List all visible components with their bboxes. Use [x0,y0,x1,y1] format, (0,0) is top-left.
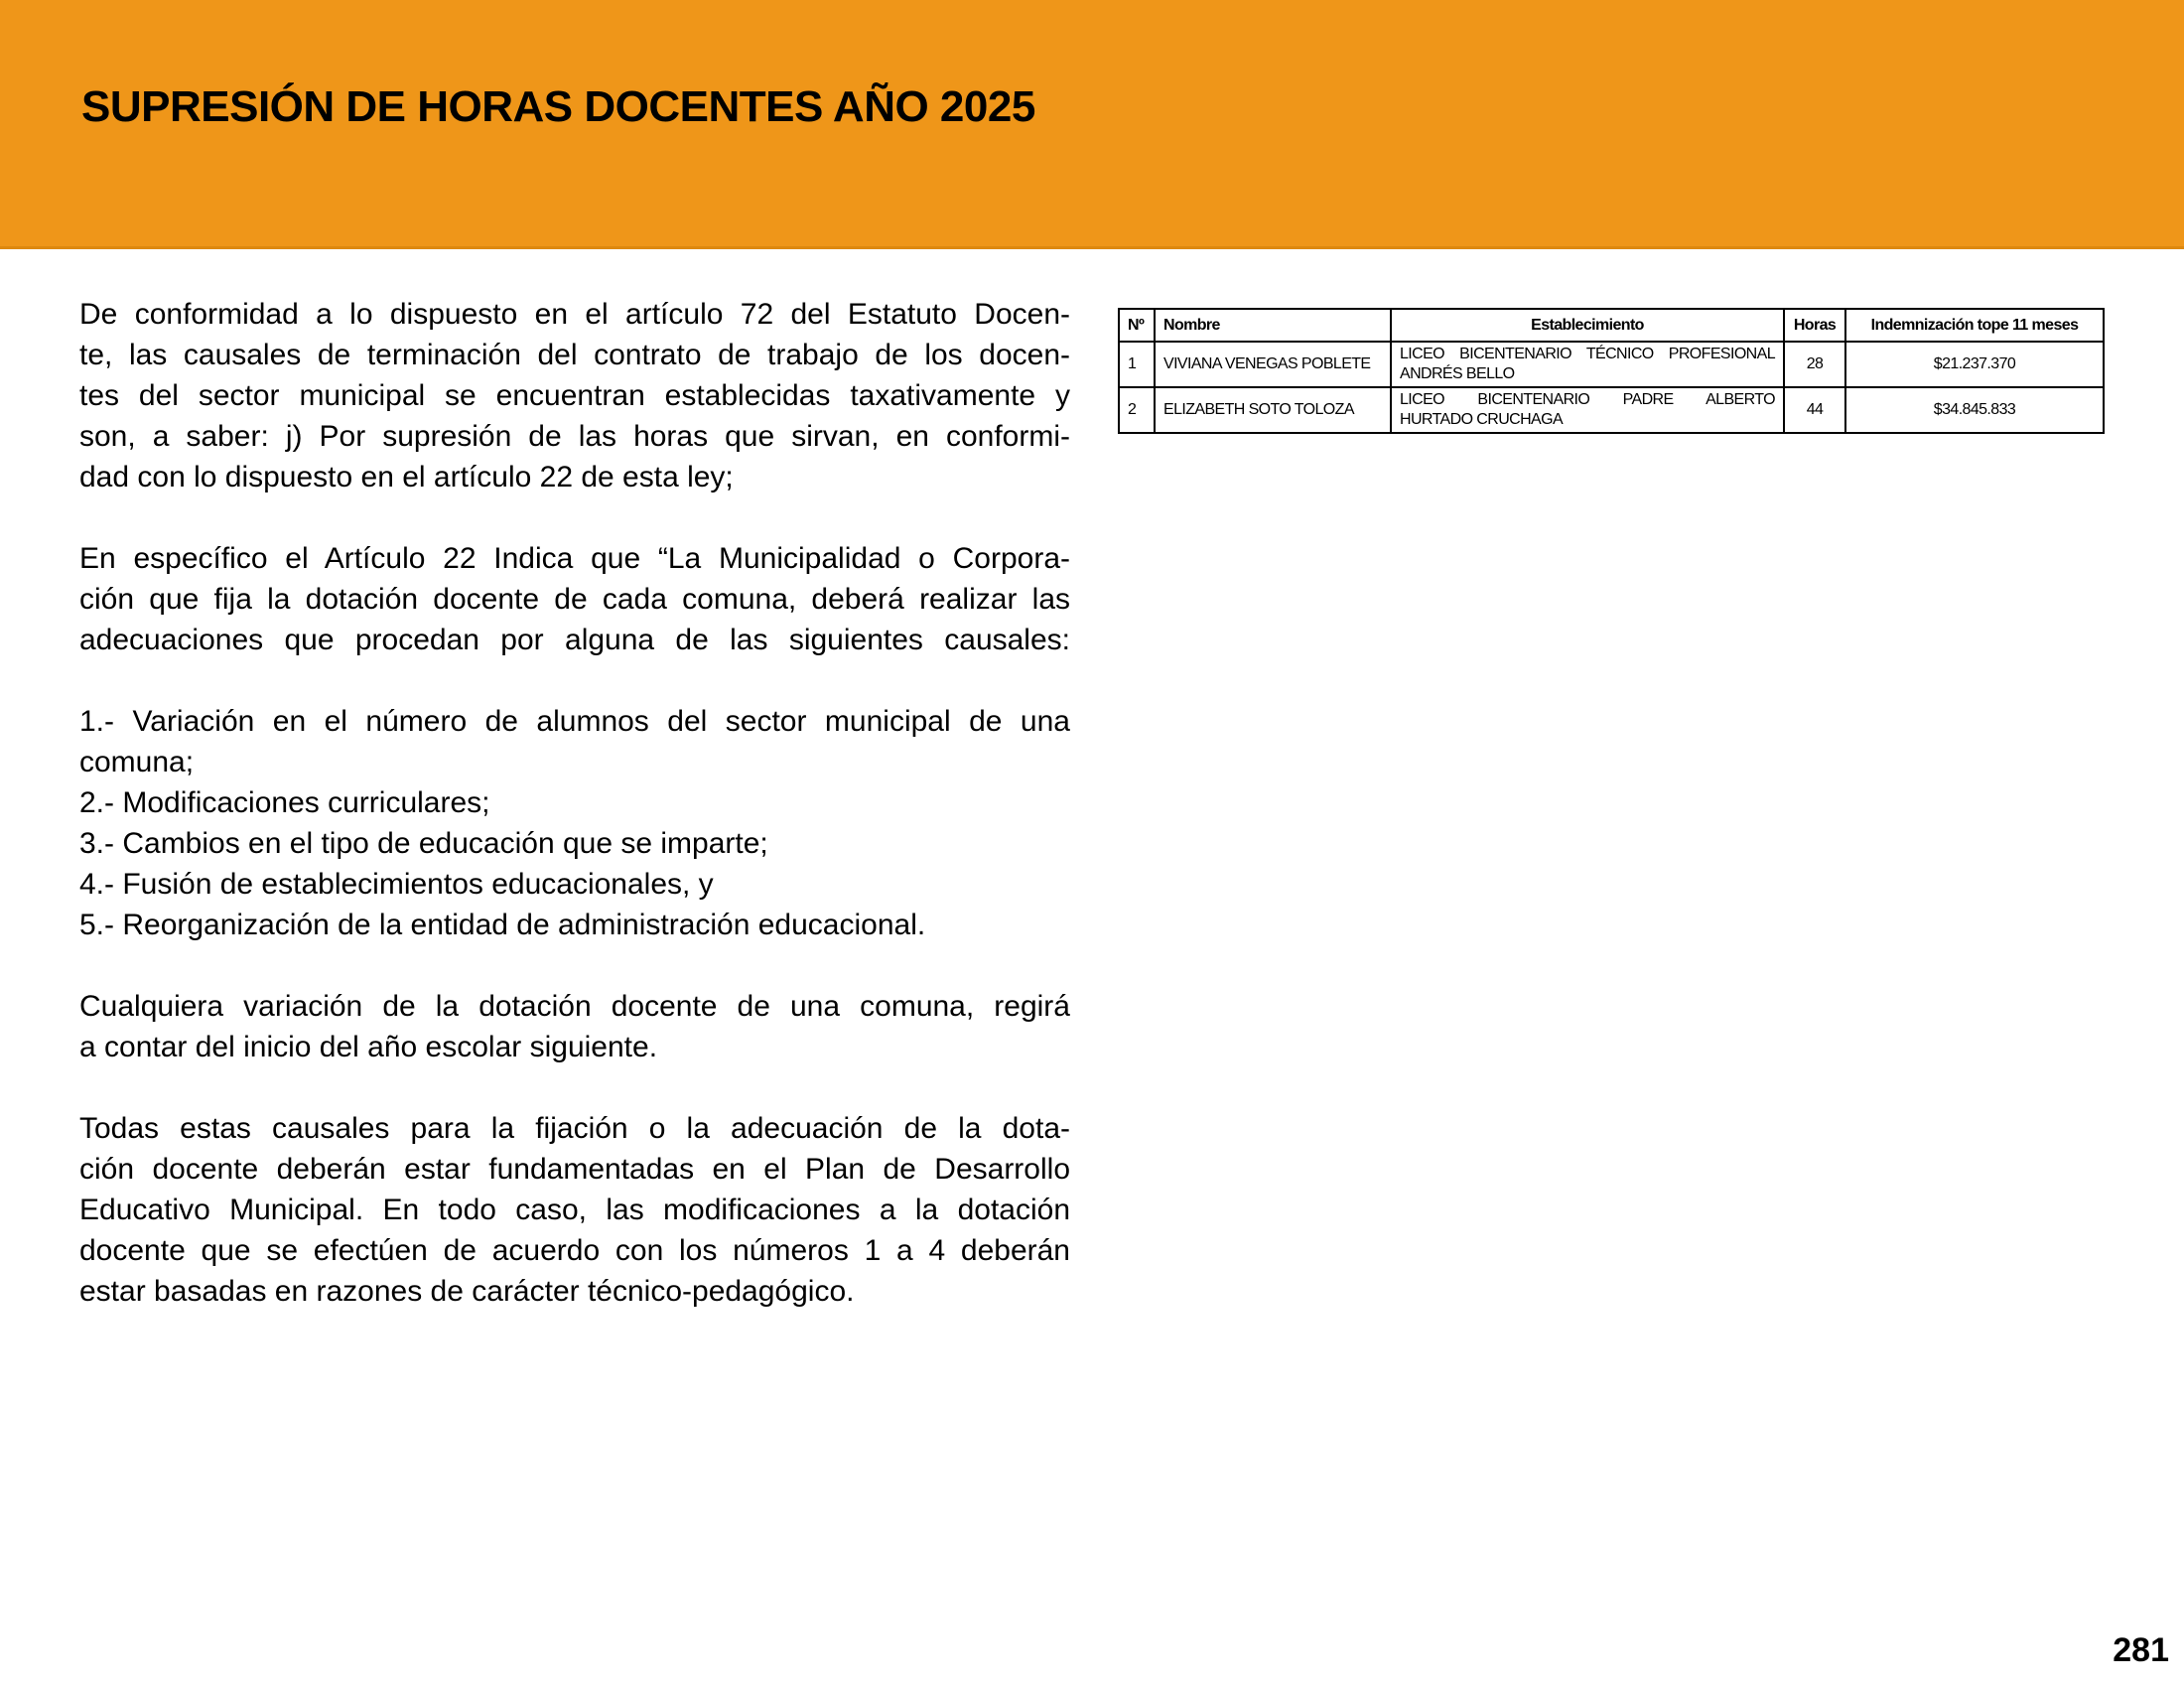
text-line: 1.- Variación en el número de alumnos del sector municipal de una [79,705,1070,738]
text-line: ción docente deberán estar fundamentadas en el Plan de Desarrollo [79,1153,1070,1186]
page-title: SUPRESIÓN DE HORAS DOCENTES AÑO 2025 [81,82,1035,131]
table-header-row [1119,309,2104,342]
suppression-table-container [1118,308,2105,434]
text-line: Educativo Municipal. En todo caso, las modificaciones a la dotación [79,1194,1070,1226]
establecimiento-line: LICEO BICENTENARIO TÉCNICO PROFESIONAL [1400,346,1775,362]
text-line: a contar del inicio del año escolar siguiente. [79,1031,658,1063]
text-block [79,294,1070,497]
cell-indemnizacion: $34.845.833 [1845,387,2104,433]
column-header-nombre: Nombre [1155,309,1391,342]
text-line: 3.- Cambios en el tipo de educación que se imparte; [79,827,768,860]
page-number: 281 [2113,1631,2169,1669]
cell-horas: 28 [1784,342,1845,387]
text-block [79,538,1070,660]
text-line: estar basadas en razones de carácter técnico-pedagógico. [79,1275,855,1308]
column-header-indemnizacion: Indemnización tope 11 meses [1845,309,2104,342]
cell-numero: 1 [1119,342,1155,387]
column-header-horas: Horas [1784,309,1845,342]
text-block [79,986,1070,1067]
text-line: 2.- Modificaciones curriculares; [79,786,490,819]
cell-indemnizacion: $21.237.370 [1845,342,2104,387]
text-line: dad con lo dispuesto en el artículo 22 de esta ley; [79,461,734,493]
cell-nombre: VIVIANA VENEGAS POBLETE [1155,342,1391,387]
text-line: Cualquiera variación de la dotación docente de una comuna, regirá [79,990,1070,1023]
text-line: te, las causales de terminación del contrato de trabajo de los docen- [79,339,1070,371]
text-line: son, a saber: j) Por supresión de las horas que sirvan, en conformi- [79,420,1070,453]
cell-nombre: ELIZABETH SOTO TOLOZA [1155,387,1391,433]
column-header-numero: Nº [1119,309,1155,342]
text-line: adecuaciones que procedan por alguna de las siguientes causales: [79,624,1070,656]
cell-horas: 44 [1784,387,1845,433]
cell-establecimiento [1391,387,1784,433]
text-block [79,701,1070,945]
text-line: comuna; [79,746,195,778]
text-block [79,1108,1070,1312]
text-line: 4.- Fusión de establecimientos educacionales, y [79,868,714,901]
table-row [1119,342,2104,387]
establecimiento-line: HURTADO CRUCHAGA [1400,411,1564,428]
text-line: Todas estas causales para la fijación o la adecuación de la dota- [79,1112,1070,1145]
cell-numero: 2 [1119,387,1155,433]
table-row [1119,387,2104,433]
text-line: 5.- Reorganización de la entidad de administración educacional. [79,909,926,941]
text-line: En específico el Artículo 22 Indica que “La Municipalidad o Corpora- [79,542,1070,575]
cell-establecimiento [1391,342,1784,387]
header-banner [0,0,2184,249]
text-line: tes del sector municipal se encuentran establecidas taxativamente y [79,379,1070,412]
suppression-table [1118,308,2105,434]
body-text [79,294,1070,1312]
text-line: ción que fija la dotación docente de cada comuna, deberá realizar las [79,583,1070,616]
text-line: docente que se efectúen de acuerdo con los números 1 a 4 deberán [79,1234,1070,1267]
establecimiento-line: ANDRÉS BELLO [1400,365,1515,382]
establecimiento-line: LICEO BICENTENARIO PADRE ALBERTO [1400,391,1775,408]
column-header-establecimiento: Establecimiento [1391,309,1784,342]
text-line: De conformidad a lo dispuesto en el artículo 72 del Estatuto Docen- [79,298,1070,331]
